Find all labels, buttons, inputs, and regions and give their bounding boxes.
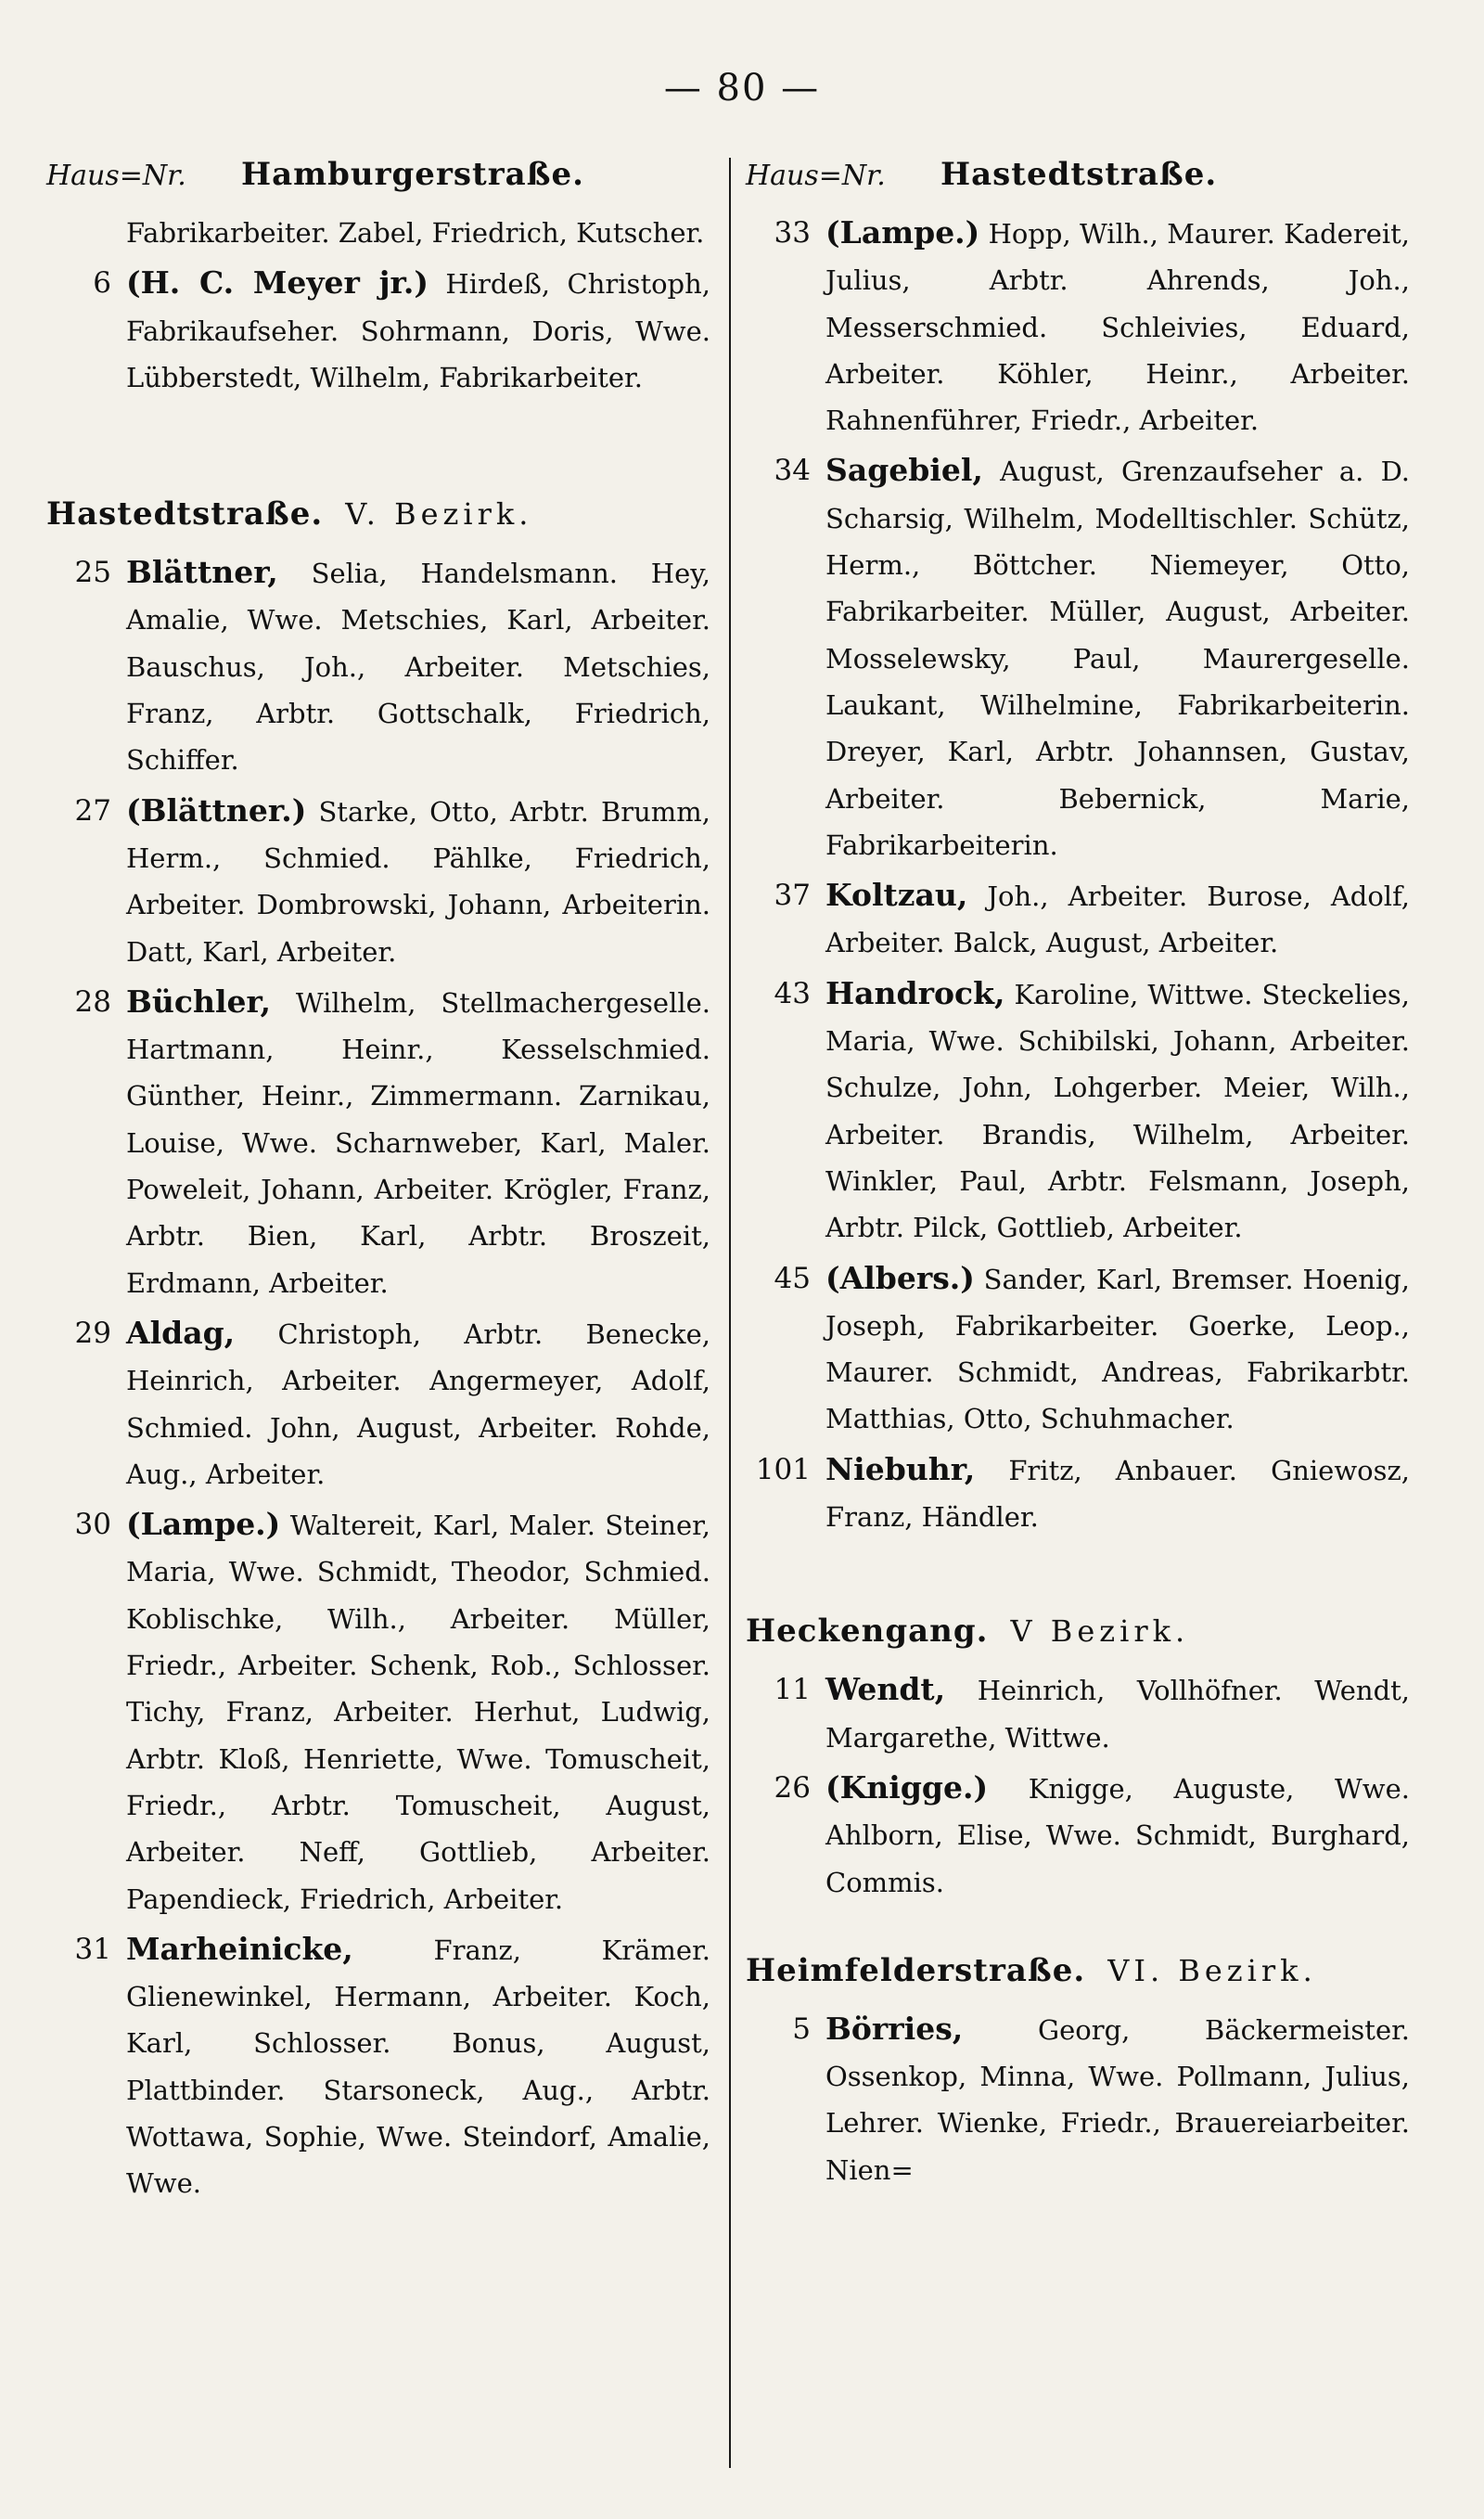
residents: Wilhelm, Stellmachergeselle. Hartmann, Heinr., Kesselschmied. Günther, Heinr., Zimmermann. Zarnikau, Louise, Wwe. Scharnweber, Karl, Maler. Poweleit, Johann, Arbeiter. Krögler, Franz, Arbtr. Bien, Karl, Arbtr. Broszeit, Erdmann, Arbeiter. <box>126 986 711 1299</box>
address-entry <box>46 1501 710 1922</box>
residents-text <box>825 872 1410 967</box>
house-number: 29 <box>74 1316 111 1350</box>
residents: Hopp, Wilh., Maurer. Kadereit, Julius, Arbtr. Ahrends, Joh., Messerschmied. Schleivies, Eduard, Arbeiter. Köhler, Heinr., Arbeiter. Rahnenführer, Friedr., Arbeiter. <box>825 218 1410 437</box>
residents-text <box>825 1765 1410 1906</box>
haus-nr-label: Haus=Nr. <box>746 160 886 192</box>
page-number: — 80 — <box>663 67 821 109</box>
residents: Joh., Arbeiter. Burose, Adolf, Arbeiter. Balck, August, Arbeiter. <box>825 880 1410 959</box>
house-number: 31 <box>74 1932 111 1966</box>
owner-name: (Albers.) <box>825 1259 975 1296</box>
house-number: 37 <box>774 879 811 913</box>
residents: August, Grenzaufseher a. D. Scharsig, Wilhelm, Modelltischler. Schütz, Herm., Böttcher. Niemeyer, Otto, Fabrikarbeiter. Müller, August, Arbeiter. Mosselewsky, Paul, Maurergeselle. Laukant, Wilhelmine, Fabrikarbeiterin. Dreyer, Karl, Arbtr. Johannsen, Gustav, Arbeiter. Bebernick, Marie, Fabrikarbeiterin. <box>825 456 1410 861</box>
residents-text <box>126 260 710 401</box>
residents-text <box>126 788 710 975</box>
residents: Hirdeß, Christoph, Fabrikaufseher. Sohrmann, Doris, Wwe. Lübberstedt, Wilhelm, Fabrikarbeiter. <box>126 268 711 393</box>
address-entry <box>746 872 1410 967</box>
street-name: Heimfelderstraße. <box>746 1951 1086 1989</box>
house-number: 45 <box>774 1261 811 1295</box>
house-number: 30 <box>74 1508 111 1542</box>
right-column <box>746 156 1410 2203</box>
residents: Karoline, Wittwe. Steckelies, Maria, Wwe. Schibilski, Johann, Arbeiter. Schulze, John, Lohgerber. Meier, Wilh., Arbeiter. Brandis, Wilhelm, Arbeiter. Winkler, Paul, Arbtr. Felsmann, Joseph, Arbtr. Pilck, Gottlieb, Arbeiter. <box>825 978 1410 1244</box>
residents-text <box>825 447 1410 868</box>
house-number: 33 <box>774 216 811 250</box>
owner-name: (Knigge.) <box>825 1768 989 1806</box>
house-number: 11 <box>774 1673 811 1707</box>
house-number: 34 <box>774 454 811 488</box>
address-entry <box>46 1310 710 1497</box>
residents: Franz, Krämer. Glienewinkel, Hermann, Arbeiter. Koch, Karl, Schlosser. Bonus, August, Plattbinder. Starsoneck, Aug., Arbtr. Wottawa, Sophie, Wwe. Steindorf, Amalie, Wwe. <box>126 1934 710 2200</box>
residents: Georg, Bäckermeister. Ossenkop, Minna, Wwe. Pollmann, Julius, Lehrer. Wienke, Friedr., Brauereiarbeiter. Nien= <box>825 2013 1410 2186</box>
owner-name: (Lampe.) <box>126 1506 281 1543</box>
residents: Selia, Handelsmann. Hey, Amalie, Wwe. Metschies, Karl, Arbeiter. Bauschus, Joh., Arbeiter. Metschies, Franz, Arbtr. Gottschalk, Friedrich, Schiffer. <box>126 558 710 777</box>
street-name: Heckengang. <box>746 1613 989 1651</box>
street-name: Hastedtstraße. <box>940 156 1218 193</box>
residents-text <box>126 1926 710 2207</box>
street-section-heimfelderstrasse <box>746 1952 1410 2193</box>
owner-name: Niebuhr, <box>825 1450 976 1487</box>
section-header <box>746 156 1410 210</box>
address-entry <box>746 1666 1410 1761</box>
street-section-hastedtstrasse-cont <box>746 156 1410 1540</box>
house-number: 6 <box>93 266 111 301</box>
street-section-hastedtstrasse <box>46 495 710 2206</box>
owner-name: Handrock, <box>825 974 1005 1011</box>
address-entry <box>746 1446 1410 1541</box>
residents-text <box>126 210 710 256</box>
owner-name: Büchler, <box>126 983 271 1020</box>
residents: Knigge, Auguste, Wwe. Ahlborn, Elise, Wwe. Schmidt, Burghard, Commis. <box>825 1772 1410 1898</box>
house-number: 28 <box>74 984 111 1019</box>
district-label: V Bezirk. <box>1010 1613 1190 1650</box>
residents: Christoph, Arbtr. Benecke, Heinrich, Arbeiter. Angermeyer, Adolf, Schmied. John, August, Arbeiter. Rohde, Aug., Arbeiter. <box>126 1317 710 1490</box>
residents-text <box>825 970 1410 1252</box>
house-number: 27 <box>74 793 111 828</box>
house-number: 25 <box>74 556 111 590</box>
owner-name: (Blättner.) <box>126 791 307 829</box>
residents: Heinrich, Vollhöfner. Wendt, Margarethe, Wittwe. <box>825 1675 1410 1754</box>
owner-name: Wendt, <box>825 1671 946 1708</box>
section-header <box>46 156 710 210</box>
street-section-heckengang <box>746 1613 1410 1905</box>
residents: Fabrikarbeiter. Zabel, Friedrich, Kutscher. <box>126 217 705 249</box>
address-entry <box>746 970 1410 1252</box>
residents: Starke, Otto, Arbtr. Brumm, Herm., Schmied. Pählke, Friedrich, Arbeiter. Dombrowski, Johann, Arbeiterin. Datt, Karl, Arbeiter. <box>126 795 711 968</box>
owner-name: (H. C. Meyer jr.) <box>126 264 429 302</box>
house-number: 5 <box>792 2011 811 2046</box>
column-divider <box>729 158 731 2468</box>
section-header <box>46 495 710 549</box>
owner-name: Blättner, <box>126 554 278 591</box>
address-entry <box>46 1926 710 2207</box>
residents-text <box>825 2006 1410 2193</box>
address-entry <box>46 788 710 975</box>
haus-nr-label: Haus=Nr. <box>46 160 186 192</box>
owner-name: Marheinicke, <box>126 1930 353 1967</box>
residents: Waltereit, Karl, Maler. Steiner, Maria, Wwe. Schmidt, Theodor, Schmied. Koblischke, Wilh., Arbeiter. Müller, Friedr., Arbeiter. Schenk, Rob., Schlosser. Tichy, Franz, Arbeiter. Herhut, Ludwig, Arbtr. Kloß, Henriette, Wwe. Tomuscheit, Friedr., Arbtr. Tomuscheit, August, Arbeiter. Neff, Gottlieb, Arbeiter. Papendieck, Friedrich, Arbeiter. <box>126 1510 711 1915</box>
address-entry <box>746 2006 1410 2193</box>
residents: Fritz, Anbauer. Gniewosz, Franz, Händler. <box>825 1454 1411 1534</box>
left-column <box>46 156 710 2217</box>
address-entry <box>46 549 710 783</box>
section-header <box>746 1952 1410 2006</box>
street-name: Hastedtstraße. <box>46 495 324 533</box>
spacer <box>746 1549 1410 1613</box>
residents-text <box>825 210 1410 443</box>
owner-name: Börries, <box>825 2010 964 2047</box>
house-number: 101 <box>755 1452 811 1486</box>
residents-text <box>126 979 710 1306</box>
address-entry <box>746 1255 1410 1443</box>
owner-name: Sagebiel, <box>825 452 983 489</box>
address-entry <box>46 210 710 256</box>
residents: Sander, Karl, Bremser. Hoenig, Joseph, Fabrikarbeiter. Goerke, Leop., Maurer. Schmidt, Andreas, Fabrikarbtr. Matthias, Otto, Schuhmacher. <box>825 1263 1411 1435</box>
residents-text <box>825 1255 1410 1443</box>
address-entry <box>746 447 1410 868</box>
owner-name: Aldag, <box>126 1314 236 1351</box>
house-number: 43 <box>774 976 811 1010</box>
street-name: Hamburgerstraße. <box>241 156 584 193</box>
residents-text <box>825 1446 1410 1541</box>
residents-text <box>126 1501 710 1922</box>
residents-text <box>126 1310 710 1497</box>
section-header <box>746 1613 1410 1666</box>
address-entry <box>46 979 710 1306</box>
house-number: 26 <box>774 1770 811 1805</box>
address-entry <box>746 210 1410 443</box>
address-entry <box>46 260 710 401</box>
residents-text <box>825 1666 1410 1761</box>
street-section-hamburgerstrasse <box>46 156 710 401</box>
residents-text <box>126 549 710 783</box>
address-entry <box>746 1765 1410 1906</box>
owner-name: (Lampe.) <box>825 214 980 251</box>
spacer <box>746 1915 1410 1952</box>
district-label: VI. Bezirk. <box>1107 1952 1317 1988</box>
spacer <box>46 410 710 495</box>
district-label: V. Bezirk. <box>345 496 533 533</box>
owner-name: Koltzau, <box>825 877 968 914</box>
